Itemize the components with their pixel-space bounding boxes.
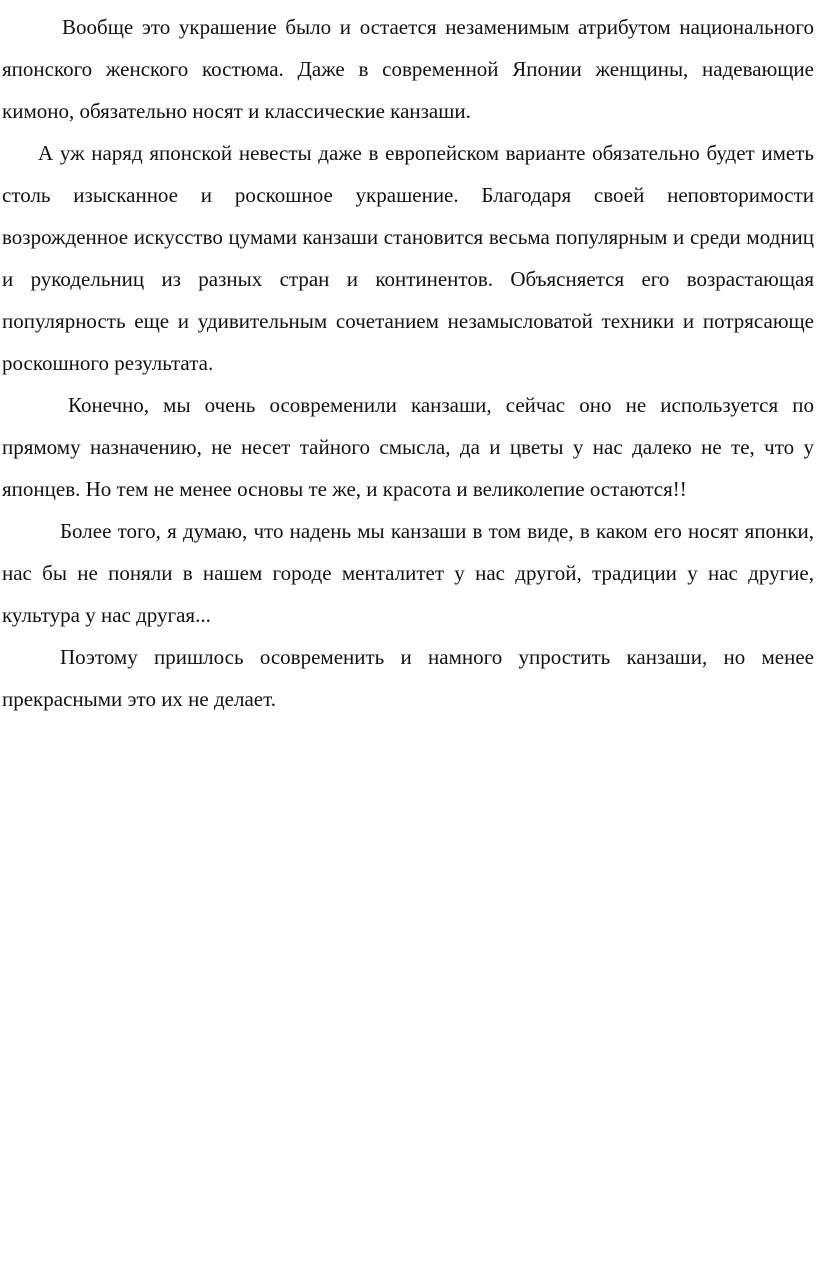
- paragraph-5: Поэтому пришлось осовременить и намного упростить канзаши, но менее прекрасными это их не делает.: [2, 645, 814, 711]
- paragraph-3: Конечно, мы очень осовременили канзаши, сейчас оно не используется по прямому назначению, не несет тайного смысла, да и цветы у нас далеко не те, что у японцев. Но тем не менее основы те же, и красота и великолепие остаются!!: [2, 393, 814, 501]
- paragraph-1: Вообще это украшение было и остается незаменимым атрибутом национального японского женского костюма. Даже в современной Японии женщины, надевающие кимоно, обязательно носят и классические канзаши.: [2, 15, 814, 123]
- paragraph-2: А уж наряд японской невесты даже в европейском варианте обязательно будет иметь столь изысканное и роскошное украшение. Благодаря своей неповторимости возрожденное искусство цумами канзаши становится весьма популярным и среди модниц и рукодельниц из разных стран и континентов. Объясняется его возрастающая популярность еще и удивительным сочетанием незамысловатой техники и потрясающе роскошного результата.: [2, 141, 814, 375]
- paragraph-4: Более того, я думаю, что надень мы канзаши в том виде, в каком его носят японки, нас бы не поняли в нашем городе менталитет у нас другой, традиции у нас другие, культура у нас другая...: [2, 519, 814, 627]
- document-body: [2, 6, 814, 720]
